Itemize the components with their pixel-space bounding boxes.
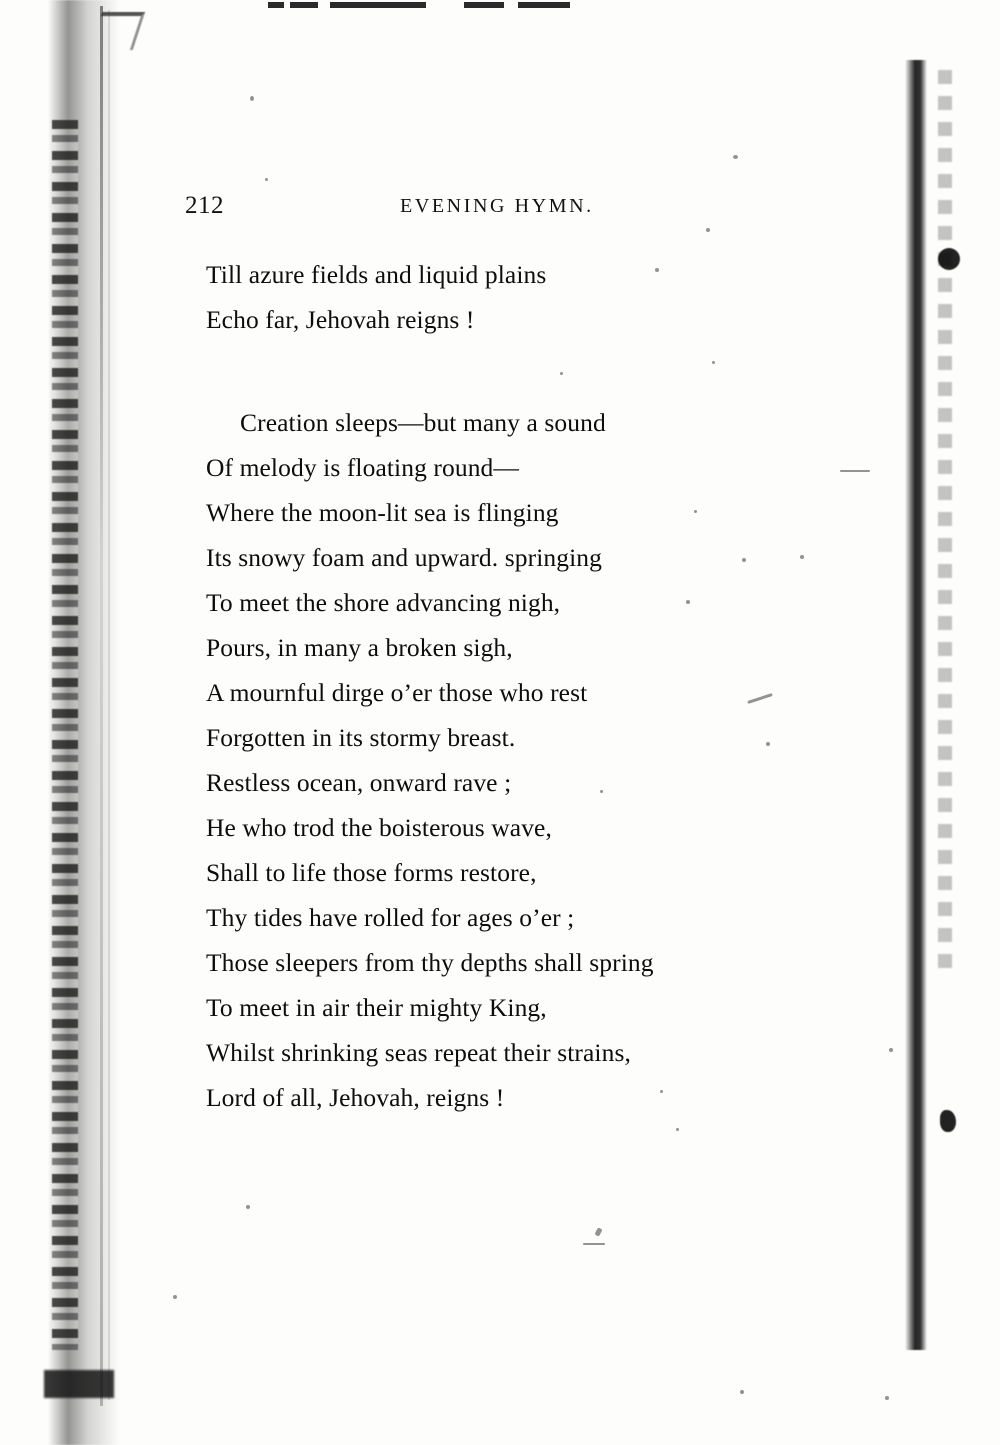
poem-line: Of melody is floating round— bbox=[206, 453, 520, 482]
poem-line: Thy tides have rolled for ages o’er ; bbox=[206, 903, 575, 932]
running-title: EVENING HYMN. bbox=[400, 195, 594, 217]
poem-line: Till azure fields and liquid plains bbox=[206, 260, 547, 289]
poem-line: Creation sleeps—but many a sound bbox=[240, 408, 606, 437]
poem-line: Restless ocean, onward rave ; bbox=[206, 768, 512, 797]
poem-line: To meet the shore advancing nigh, bbox=[206, 588, 561, 617]
poem-line: Echo far, Jehovah reigns ! bbox=[206, 305, 475, 334]
poem-line: To meet in air their mighty King, bbox=[206, 993, 547, 1022]
poem-line: Pours, in many a broken sigh, bbox=[206, 633, 513, 662]
poem-stanza bbox=[206, 252, 826, 342]
poem-body bbox=[206, 252, 826, 1120]
poem-stanza bbox=[206, 400, 826, 1120]
poem-line: Shall to life those forms restore, bbox=[206, 858, 537, 887]
poem-line: A mournful dirge o’er those who rest bbox=[206, 678, 588, 707]
poem-line: Lord of all, Jehovah, reigns ! bbox=[206, 1083, 505, 1112]
poem-line: He who trod the boisterous wave, bbox=[206, 813, 552, 842]
page-number: 212 bbox=[185, 192, 224, 219]
poem-line: Whilst shrinking seas repeat their strains, bbox=[206, 1038, 631, 1067]
poem-line: Where the moon-lit sea is flinging bbox=[206, 498, 559, 527]
poem-line: Its snowy foam and upward. springing bbox=[206, 543, 602, 572]
page-header bbox=[185, 192, 655, 222]
poem-line: Those sleepers from thy depths shall spring bbox=[206, 948, 654, 977]
poem-line: Forgotten in its stormy breast. bbox=[206, 723, 516, 752]
